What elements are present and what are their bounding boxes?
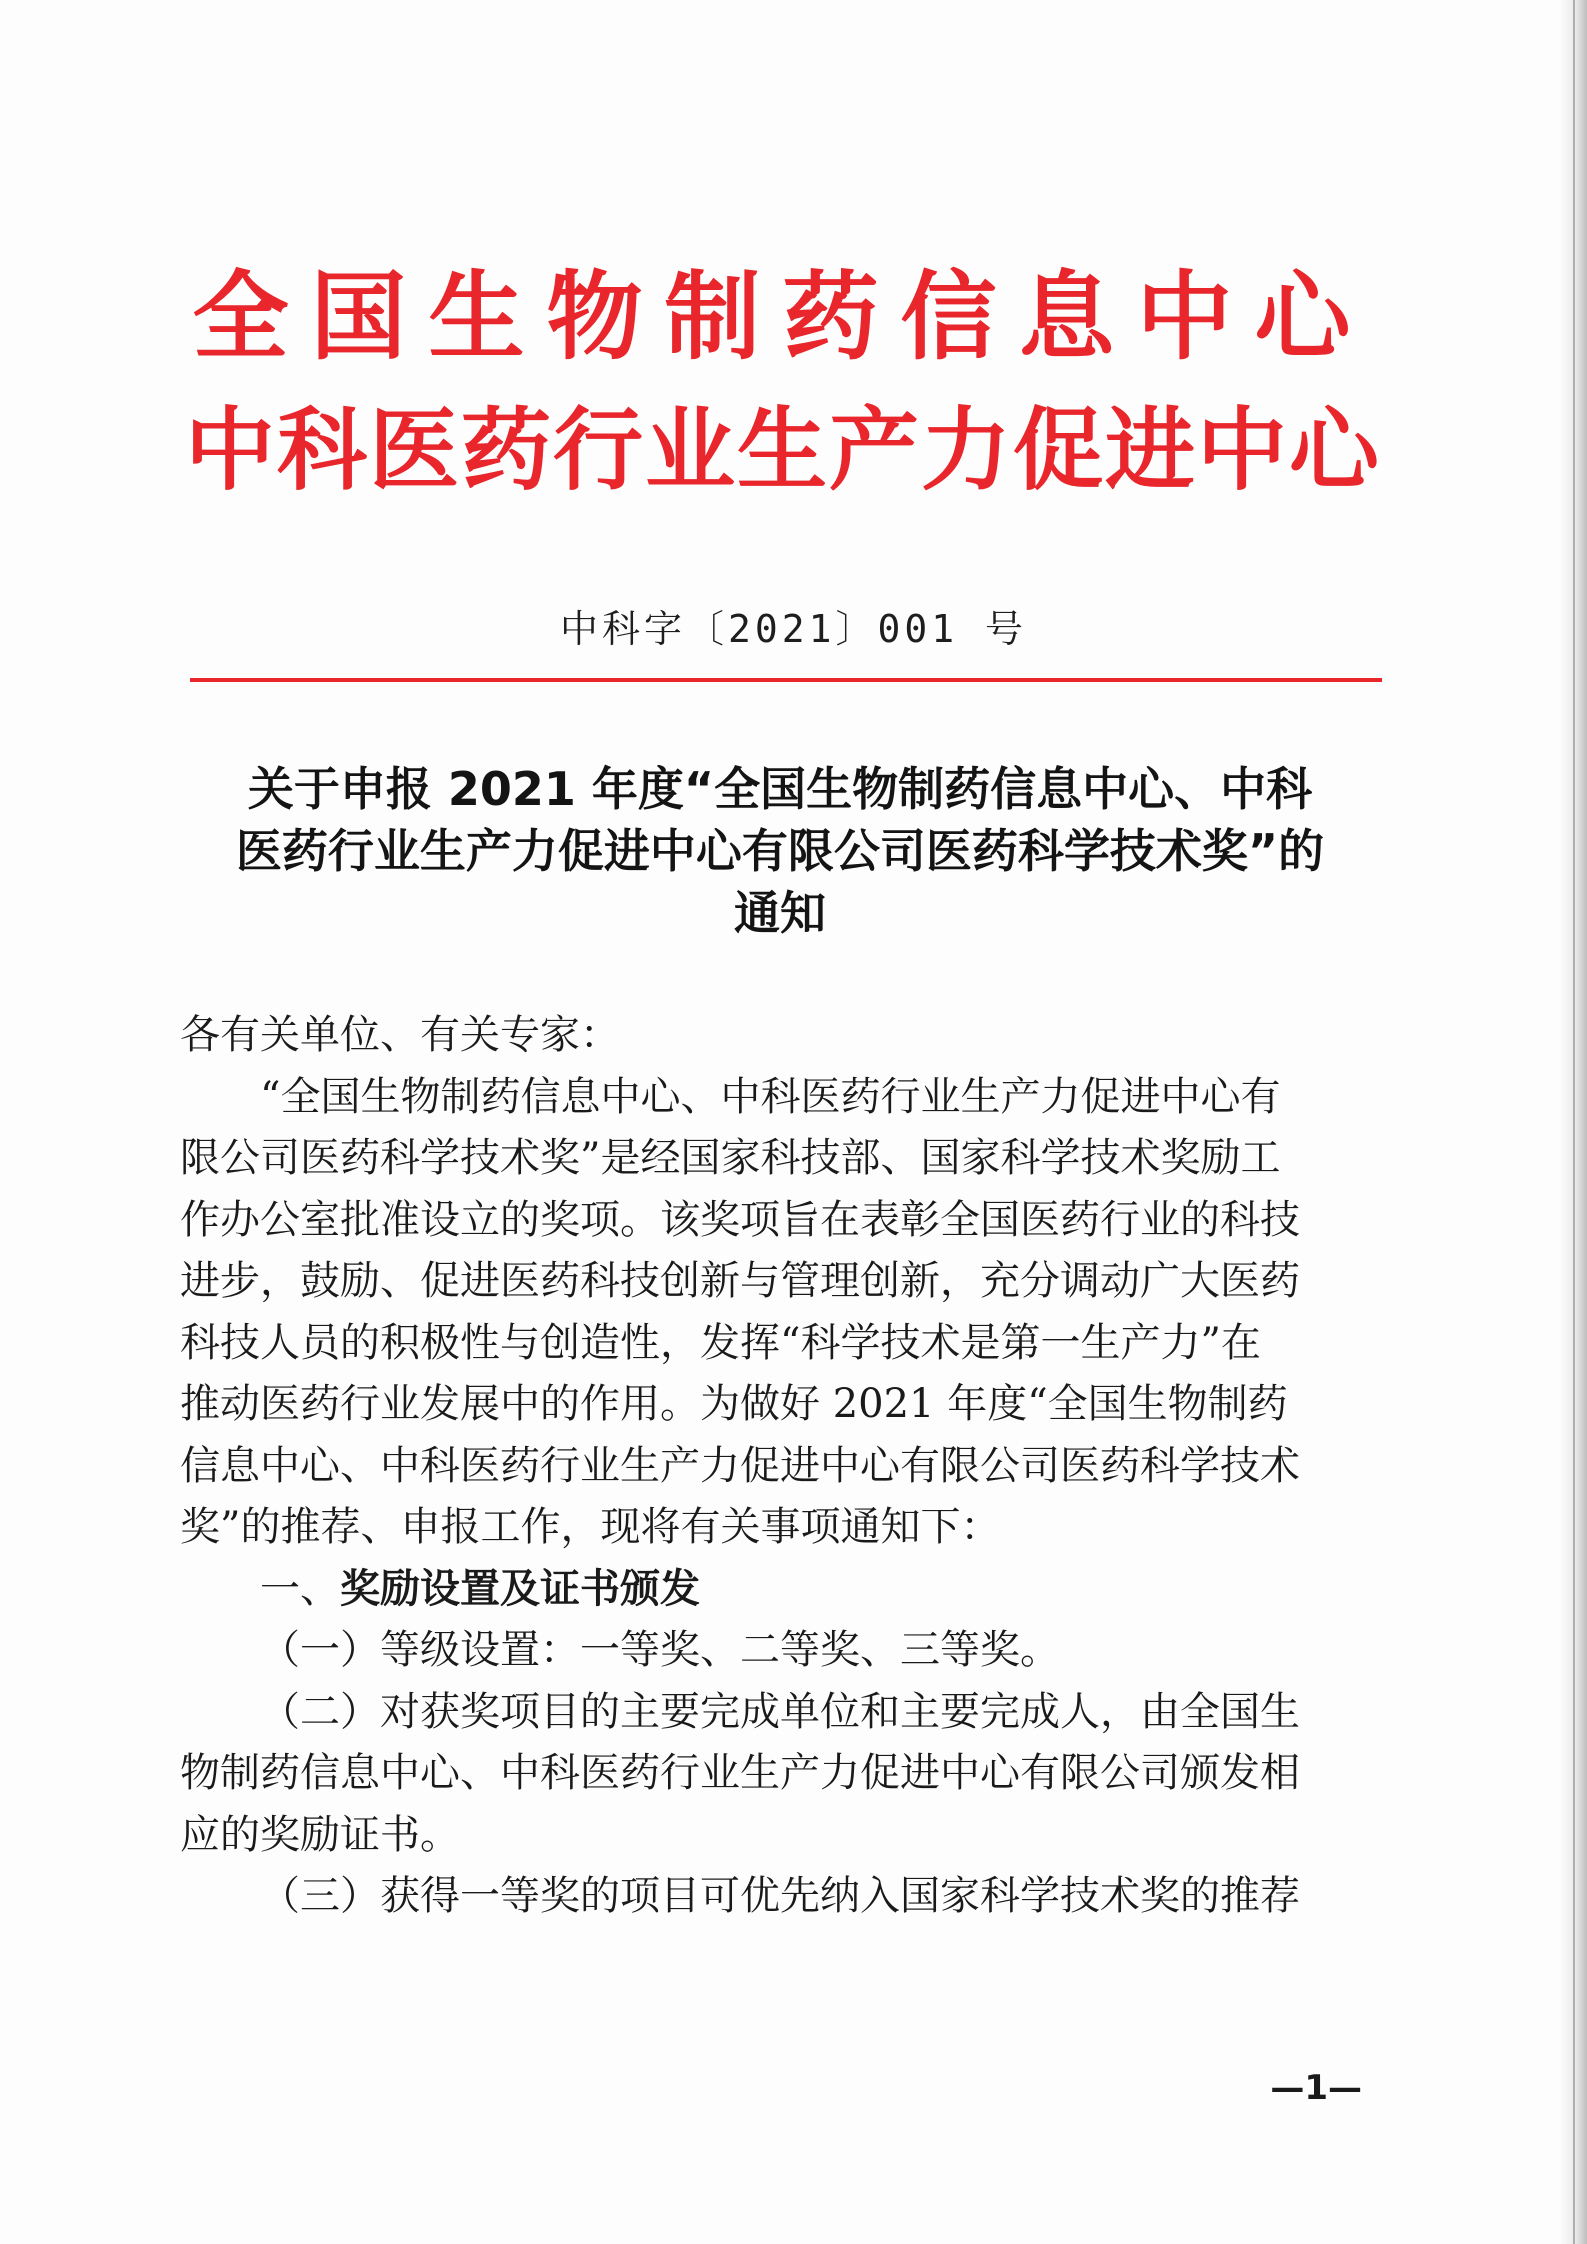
item-2 — [180, 1682, 1360, 1744]
section-1-prefix: 一、 — [260, 1565, 340, 1612]
intro-line: 作办公室批准设立的奖项。该奖项旨在表彰全国医药行业的科技 — [180, 1196, 1300, 1243]
intro-line: 推动医药行业发展中的作用。为做好 2021 年度“全国生物制药 — [180, 1381, 1288, 1427]
item-1: （一）等级设置：一等奖、二等奖、三等奖。 — [260, 1627, 1060, 1673]
notice-title — [180, 758, 1380, 944]
intro-paragraph-cont — [180, 1128, 1360, 1559]
salutation: 各有关单位、有关专家： — [180, 1012, 620, 1058]
title-line-3: 通知 — [734, 886, 826, 940]
intro-line: 奖”的推荐、申报工作，现将有关事项通知下： — [180, 1504, 1001, 1550]
masthead-org-2: 中科医药行业生产力促进中心 — [185, 397, 1381, 503]
section-1-heading — [180, 1559, 1360, 1621]
item-2-line: 物制药信息中心、中科医药行业生产力促进中心有限公司颁发相 — [180, 1750, 1300, 1796]
scan-edge-line — [1573, 0, 1575, 2244]
intro-line: 信息中心、中科医药行业生产力促进中心有限公司医药科学技术 — [180, 1442, 1300, 1489]
document-number: 中科字〔2021〕001 号 — [559, 607, 1028, 651]
section-1-title: 奖励设置及证书颁发 — [340, 1565, 700, 1612]
item-3: （三）获得一等奖的项目可优先纳入国家科学技术奖的推荐 — [260, 1873, 1300, 1919]
intro-line: 限公司医药科学技术奖”是经国家科技部、国家科学技术奖励工 — [180, 1135, 1281, 1181]
title-line-1: 关于申报 2021 年度“全国生物制药信息中心、中科 — [247, 762, 1313, 816]
item-2-cont — [180, 1743, 1360, 1866]
intro-line: “全国生物制药信息中心、中科医药行业生产力促进中心有 — [260, 1073, 1281, 1120]
title-line-2: 医药行业生产力促进中心有限公司医药科学技术奖”的 — [235, 824, 1325, 878]
masthead-org-1: 全国生物制药信息中心 — [192, 260, 1373, 373]
notice-body — [180, 1005, 1360, 1928]
red-separator-line — [190, 678, 1382, 682]
intro-paragraph — [180, 1067, 1360, 1129]
page-number: —1— — [1270, 2068, 1362, 2108]
intro-line: 科技人员的积极性与创造性，发挥“科学技术是第一生产力”在 — [180, 1319, 1261, 1366]
intro-line: 进步，鼓励、促进医药科技创新与管理创新，充分调动广大医药 — [180, 1258, 1300, 1304]
item-2-line: 应的奖励证书。 — [180, 1811, 460, 1858]
item-2-line: （二）对获奖项目的主要完成单位和主要完成人，由全国生 — [260, 1688, 1300, 1735]
